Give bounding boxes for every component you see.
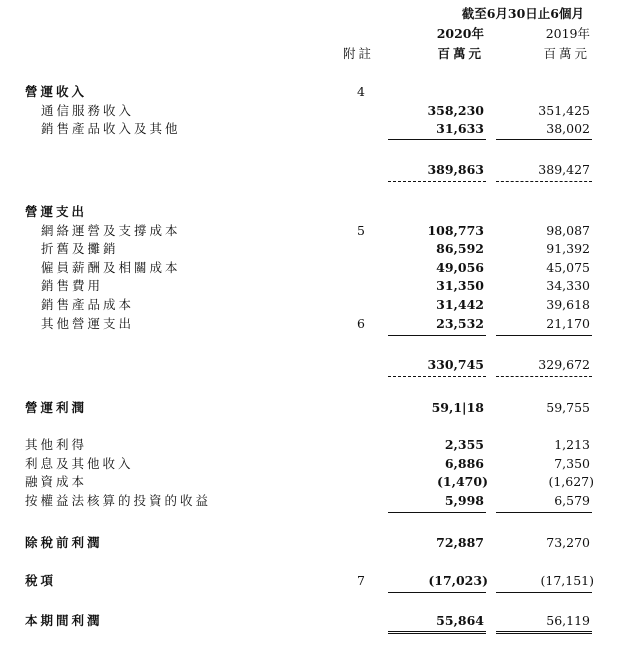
expense-item-current: 23,532: [436, 316, 484, 331]
other-item-current: 6,886: [444, 456, 484, 471]
expenses-subtotal-rule-current: [388, 335, 486, 336]
pretax-profit-prior: 73,270: [546, 535, 590, 550]
expense-item-current: 108,773: [427, 223, 484, 238]
pretax-profit-label: 除稅前利潤: [25, 535, 103, 550]
other-subtotal-rule-prior: [496, 512, 592, 513]
expense-item-prior: 34,330: [546, 278, 590, 293]
expenses-total-rule-prior: [496, 376, 592, 377]
expense-item-prior: 91,392: [546, 241, 590, 256]
revenue-total-current: 389,863: [427, 162, 484, 177]
expenses-total-rule-current: [388, 376, 486, 377]
expense-item-current: 49,056: [436, 260, 484, 275]
net-profit-double-rule-current: [388, 631, 486, 634]
other-item-label: 按權益法核算的投資的收益: [25, 493, 212, 508]
other-item-prior: 1,213: [554, 437, 590, 452]
tax-rule-prior: [496, 592, 592, 593]
net-profit-current: 55,864: [436, 613, 484, 628]
other-item-label: 融資成本: [25, 474, 88, 489]
other-item-label: 利息及其他收入: [25, 456, 134, 471]
net-profit-double-rule-prior: [496, 631, 592, 634]
expense-item-note: 5: [357, 223, 365, 238]
revenue-item-label: 銷售產品收入及其他: [41, 121, 181, 136]
other-item-current: 5,998: [444, 493, 484, 508]
expense-item-note: 6: [357, 316, 365, 331]
operating-profit-prior: 59,755: [546, 400, 590, 415]
tax-current: (17,023): [428, 573, 488, 588]
period-header: 截至6月30日止6個月: [461, 6, 584, 21]
other-item-label: 其他利得: [25, 437, 88, 452]
expenses-title: 營運支出: [25, 204, 88, 219]
revenue-total-rule-current: [388, 181, 486, 182]
revenue-total-rule-prior: [496, 181, 592, 182]
expense-item-label: 僱員薪酬及相關成本: [41, 260, 181, 275]
expenses-subtotal-rule-prior: [496, 335, 592, 336]
note-column-header: 附註: [343, 46, 375, 61]
revenue-subtotal-rule-current: [388, 139, 486, 140]
year-prior: 2019年: [545, 26, 590, 41]
net-profit-label: 本期間利潤: [25, 613, 103, 628]
expenses-total-current: 330,745: [427, 357, 484, 372]
tax-label: 稅項: [25, 573, 57, 588]
expense-item-label: 折舊及攤銷: [41, 241, 119, 256]
expense-item-prior: 45,075: [546, 260, 590, 275]
expense-item-label: 銷售費用: [41, 278, 104, 293]
other-item-prior: 7,350: [554, 456, 590, 471]
expense-item-prior: 21,170: [546, 316, 590, 331]
other-item-prior: (1,627): [548, 474, 594, 489]
year-current: 2020年: [436, 26, 484, 41]
expense-item-current: 31,442: [436, 297, 484, 312]
unit-prior: 百萬元: [543, 46, 590, 61]
net-profit-prior: 56,119: [546, 613, 590, 628]
operating-profit-label: 營運利潤: [25, 400, 88, 415]
revenue-subtotal-rule-prior: [496, 139, 592, 140]
other-item-current: 2,355: [444, 437, 484, 452]
revenue-item-current: 31,633: [436, 121, 484, 136]
expense-item-prior: 98,087: [546, 223, 590, 238]
tax-prior: (17,151): [540, 573, 594, 588]
revenue-item-prior: 351,425: [538, 103, 590, 118]
revenue-item-label: 通信服務收入: [41, 103, 135, 118]
other-subtotal-rule-current: [388, 512, 486, 513]
pretax-profit-current: 72,887: [436, 535, 484, 550]
other-item-current: (1,470): [437, 474, 488, 489]
expense-item-label: 其他營運支出: [41, 316, 135, 331]
expenses-total-prior: 329,672: [538, 357, 590, 372]
expense-item-prior: 39,618: [546, 297, 590, 312]
other-item-prior: 6,579: [554, 493, 590, 508]
revenue-note: 4: [357, 84, 365, 99]
expense-item-current: 86,592: [436, 241, 484, 256]
expense-item-label: 網絡運營及支撐成本: [41, 223, 181, 238]
expense-item-label: 銷售產品成本: [41, 297, 135, 312]
revenue-total-prior: 389,427: [538, 162, 590, 177]
revenue-title: 營運收入: [25, 84, 88, 99]
unit-current: 百萬元: [437, 46, 484, 61]
revenue-item-prior: 38,002: [546, 121, 590, 136]
tax-note: 7: [357, 573, 365, 588]
revenue-item-current: 358,230: [427, 103, 484, 118]
tax-rule-current: [388, 592, 486, 593]
operating-profit-current: 59,1|18: [431, 400, 484, 415]
expense-item-current: 31,350: [436, 278, 484, 293]
